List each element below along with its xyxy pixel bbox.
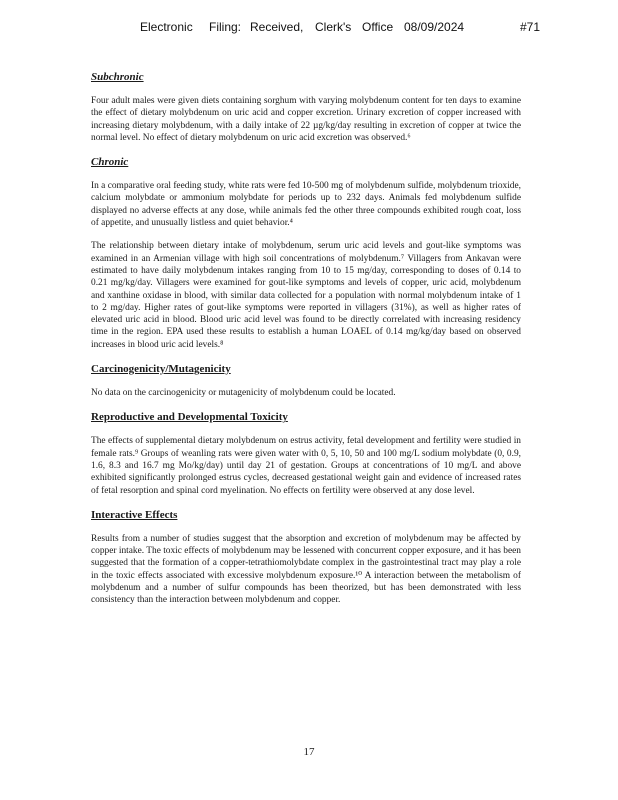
page-number: 17	[303, 746, 315, 758]
header-clerks: Clerk's	[315, 20, 352, 34]
header-electronic: Electronic	[140, 20, 193, 34]
chronic-paragraph-1: In a comparative oral feeding study, white rats were fed 10-500 mg of molybdenum sulfide, molybdenum trioxide, calcium molybdate or ammonium molybdate for periods up to 232 days. Animals fed molybdenum sulfide displayed no adverse effects at any dose, while animals fed the other three compounds exhibited rough coat, loss of appetite, and unusually listless and quiet behavior.⁴	[91, 181, 521, 229]
subchronic-paragraph: Four adult males were given diets containing sorghum with varying molybdenum content for ten days to examine the effect of dietary molybdenum on uric acid and copper excretion. Urinary excretion of copper increased with increasing dietary molybdenum, with a daily intake of 22 µg/kg/day resulting in excretion of copper at twice the normal level. No effect of dietary molybdenum on uric acid excretion was observed.⁶	[91, 96, 521, 143]
carcinogenicity-paragraph: No data on the carcinogenicity or mutagenicity of molybdenum could be located.	[91, 388, 396, 399]
header-office: Office	[362, 20, 394, 34]
interactive-heading: Interactive Effects	[91, 508, 178, 521]
interactive-paragraph: Results from a number of studies suggest that the absorption and excretion of molybdenum may be affected by copper intake. The toxic effects of molybdenum may be lessened with concurrent copper exposure, and it has been suggested that the formation of a copper-tetrathiomolybdate complex in the gastrointestinal tract may play a role in the toxic effects associated with excessive molybdenum exposure.¹⁰ A interaction between the metabolism of molybdenum and a number of sulfur compounds has been theorized, but has been demonstrated with less consistency than the interaction between molybdenum and copper.	[91, 533, 521, 606]
carcinogenicity-heading: Carcinogenicity/Mutagenicity	[91, 363, 231, 376]
document-body	[91, 70, 521, 607]
header-date: 08/09/2024	[404, 20, 465, 34]
filing-header	[0, 20, 618, 38]
header-filing: Filing:	[209, 20, 242, 34]
chronic-paragraph-2: The relationship between dietary intake of molybdenum, serum uric acid levels and gout-like symptoms was examined in an Armenian village with high soil concentrations of molybdenum.⁷ Villagers from Ankavan were estimated to have daily molybdenum intakes ranging from 10 to 15 mg/day, corresponding to doses of 0.14 to 0.21 mg/kg/day. Villagers were examined for gout-like symptoms and levels of copper, uric acid, molybdenum and xanthine oxidase in blood, with similar data collected for a population with normal molybdenum intake of 1 to 2 mg/day. Higher rates of gout-like symptoms were reported in villagers (31%), as well as higher rates of elevated uric acid in blood. Blood uric acid level was found to be directly correlated with increasing residency time in the region. EPA used these results to establish a human LOAEL of 0.14 mg/kg/day based on observed increases in blood uric acid levels.⁸	[91, 241, 521, 350]
header-received: Received,	[250, 20, 304, 34]
reproductive-heading: Reproductive and Developmental Toxicity	[91, 411, 288, 424]
header-document-number: #71	[520, 20, 541, 34]
reproductive-paragraph: The effects of supplemental dietary molybdenum on estrus activity, fetal development and fertility were studied in female rats.⁹ Groups of weanling rats were given water with 0, 5, 10, 50 and 100 mg/L sodium molybdate (0, 0.9, 1.6, 8.3 and 16.7 mg Mo/kg/day) until day 21 of gestation. Groups at concentrations of 10 mg/L and above exhibited significantly prolonged estrus cycles, decreased gestational weight gain and evidence of increased rates of fetal resorption and spinal cord myelination. No effects on fertility were observed at any dose level.	[91, 436, 521, 496]
subchronic-heading: Subchronic	[91, 71, 144, 83]
chronic-heading: Chronic	[91, 156, 129, 169]
